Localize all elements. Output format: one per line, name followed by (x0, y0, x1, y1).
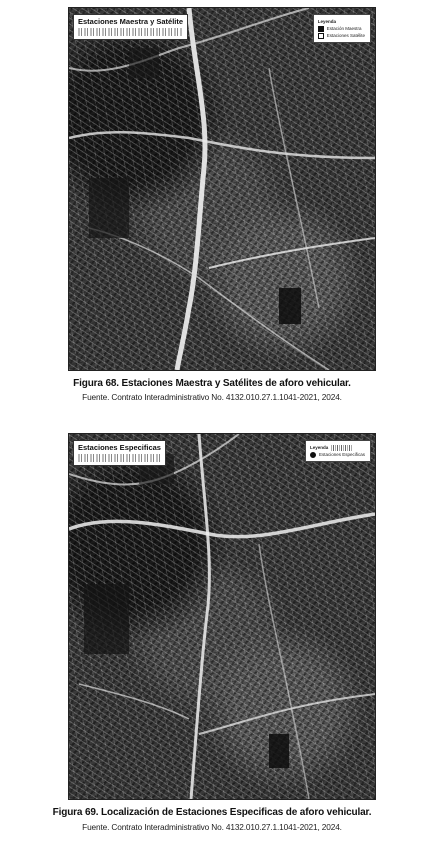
legend-illegible-mark (331, 445, 353, 451)
figure-caption: Figura 69. Localización de Estaciones Especificas de aforo vehicular. (52, 807, 372, 818)
legend-title: Leyenda (317, 19, 336, 24)
legend-item (318, 32, 365, 39)
legend-item (310, 451, 365, 458)
legend-item-label: Estaciones Satélite (326, 33, 365, 38)
legend-title: Leyenda (310, 444, 365, 451)
legend-item (318, 25, 365, 32)
square-outline-marker-icon (318, 33, 324, 39)
map-title: Estaciones Especificas (78, 443, 161, 452)
road-network-overlay (69, 434, 375, 799)
map-title-box (73, 14, 188, 40)
figure-caption: Figura 68. Estaciones Maestra y Satélites de aforo vehicular. (73, 378, 351, 389)
square-marker-icon (318, 26, 324, 32)
map-figure-69 (68, 433, 376, 800)
map-title: Estaciones Maestra y Satélite (78, 17, 184, 26)
road-network-overlay (69, 8, 375, 370)
map-subtitle-illegible (78, 28, 183, 36)
figure-source: Fuente. Contrato Interadministrativo No. 4132.010.27.1.1041-2021, 2024. (82, 822, 342, 832)
map-title-box (73, 440, 166, 466)
map-legend (305, 440, 371, 462)
legend-item-label: Estaciones Especificas (318, 452, 365, 457)
map-figure-68 (68, 7, 376, 371)
map-legend (313, 14, 371, 43)
circle-marker-icon (310, 452, 316, 458)
legend-item-label: Estación Maestra (326, 26, 362, 31)
figure-source: Fuente. Contrato Interadministrativo No. 4132.010.27.1.1041-2021, 2024. (82, 392, 342, 402)
map-subtitle-illegible (78, 454, 161, 462)
